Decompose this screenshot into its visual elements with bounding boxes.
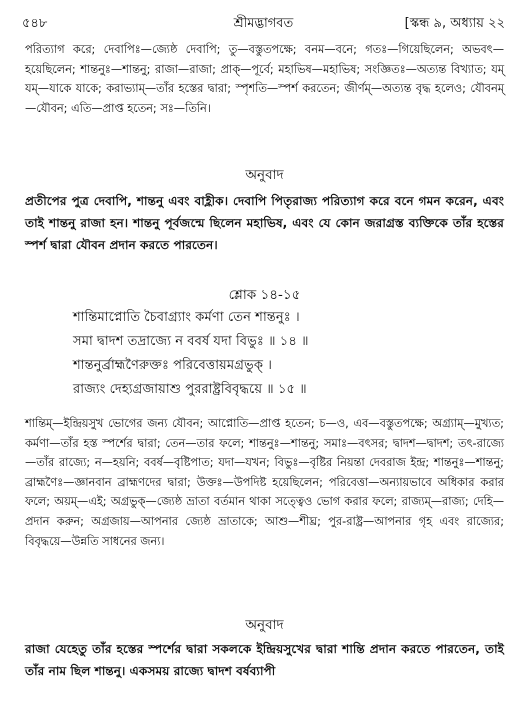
book-title: শ্রীমদ্ভাগবত	[233, 16, 294, 31]
translation-paragraph: রাজা যেহেতু তাঁর হস্তের স্পর্শের দ্বারা সকলকে ইন্দ্রিয়সুখের দ্বারা শান্তি প্রদান করতে পারতেন, তাই তাঁর নাম ছিল শান্তনু। একসময় রাজ্যে দ্বাদশ বর্ষব্যাপী	[25, 642, 504, 678]
page-content	[25, 40, 504, 682]
verse-line: সমা দ্বাদশ তদ্রাজ্যে ন ববর্ষ যদা বিভুঃ ॥ ১৪ ॥	[73, 334, 309, 349]
sanskrit-verse	[25, 306, 504, 406]
synonyms-paragraph: শান্তিম্—ইন্দ্রিয়সুখ ভোগের জন্য যৌবন; আপ্নোতি—প্রাপ্ত হতেন; চ—ও, এব—বস্তুতপক্ষে; অগ্র্যাম্—মুখ্যত; কর্মণা—তাঁর হস্ত স্পর্শের দ্বারা; তেন—তার ফলে; শান্তনুঃ—শান্তনু; সমাঃ—বৎসর; দ্বাদশ—দ্বাদশ; তৎ-রাজ্যে—তাঁর রাজ্যে; ন—হয়নি; ববর্ষ—বৃষ্টিপাত; যদা—যখন; বিভুঃ—বৃষ্টির নিয়ন্তা দেবরাজ ইন্দ্র; শান্তনুঃ—শান্তনু; ব্রাহ্মণৈঃ—জ্ঞানবান ব্রাহ্মণদের দ্বারা; উক্তঃ—উপদিষ্ট হয়েছিলেন; পরিবেত্তা—অন্যায়ভাবে অধিকার করার ফলে; অয়ম্—এই; অগ্রভুক্—জ্যেষ্ঠ ভ্রাতা বর্তমান থাকা সত্ত্বেও ভোগ করার ফলে; রাজ্যম্—রাজ্য; দেহি—প্রদান করুন; অগ্রজায়—আপনার জ্যেষ্ঠ ভ্রাতাকে; আশু—শীঘ্র; পুর-রাষ্ট্র—আপনার গৃহ এবং রাজ্যের; বিবৃদ্ধয়ে—উন্নতি সাধনের জন্য।	[25, 417, 504, 548]
synonyms-paragraph: পরিত্যাগ করে; দেবাপিঃ—জ্যেষ্ঠ দেবাপি; তু—বস্তুতপক্ষে; বনম—বনে; গতঃ—গিয়েছিলেন; অভবৎ—হয়েছিলেন; শান্তনুঃ—শান্তনু; রাজা—রাজা; প্রাক্—পূর্বে; মহাভিষ—মহাভিষ; সংজ্ঞিতঃ—অত্যন্ত বিখ্যাত; যম্‌ যম্‌—যাকে যাকে; করাভ্যাম্—তাঁর হস্তের দ্বারা; স্পৃশতি—স্পর্শ করতেন; জীর্ণম্—অত্যন্ত বৃদ্ধ হলেও; যৌবনম্—যৌবন; এতি—প্রাপ্ত হতেন; সঃ—তিনি।	[25, 43, 504, 115]
verse-line: রাজ্যং দেহ্যগ্রজায়াশু পুররাষ্ট্রবিবৃদ্ধয়ে ॥ ১৫ ॥	[73, 382, 307, 397]
translation-paragraph: প্রতীপের পুত্র দেবাপি, শান্তনু এবং বাহ্লীক। দেবাপি পিতৃরাজ্য পরিত্যাগ করে বনে গমন করেন, এবং তাই শান্তনু রাজা হন। শান্তনু পূর্বজন্মে ছিলেন মহাভিষ, এবং যে কোন জরাগ্রস্ত ব্যক্তিকে তাঁর হস্তের স্পর্শ দ্বারা যৌবন প্রদান করতে পারতেন।	[25, 194, 504, 252]
translation-heading: অনুবাদ	[245, 617, 284, 633]
verse-heading: শ্লোক ১৪-১৫	[228, 287, 301, 303]
verse-line: শান্তিমাপ্নোতি চৈবাগ্র্যাং কর্মণা তেন শান্তনুঃ ।	[73, 310, 300, 325]
chapter-reference: [স্কন্ধ ৯, অধ্যায় ২২	[404, 16, 505, 31]
verse-line: শান্তনুর্ব্রাহ্মণৈরুক্তঃ পরিবেত্তায়মগ্রভুক্ ।	[73, 358, 272, 373]
page-number: ৫৪৮	[22, 16, 48, 31]
translation-heading: অনুবাদ	[245, 167, 284, 183]
page-header	[22, 14, 505, 34]
